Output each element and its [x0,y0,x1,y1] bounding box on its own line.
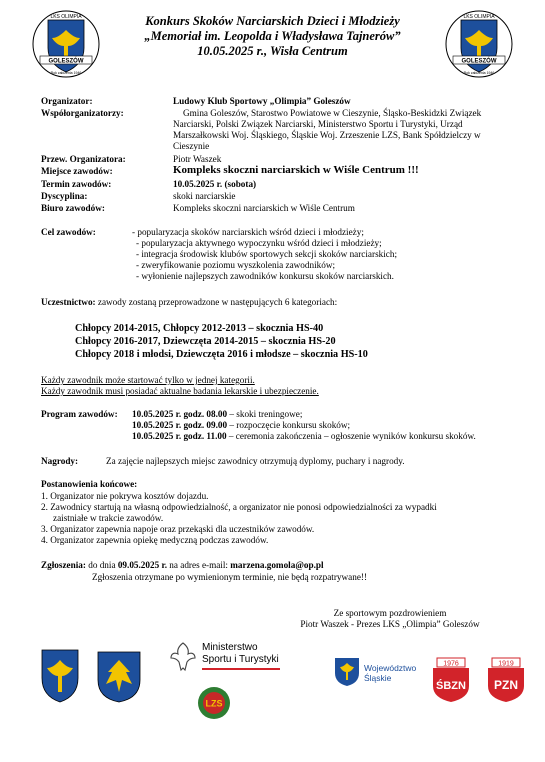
final-list [41,491,511,546]
coorganizers-line: Cieszynie [173,141,210,151]
notice-one-category: Każdy zawodnik może startować tylko w jednej kategorii. [41,375,255,385]
program-item [132,431,532,442]
olimpia-logo-right [443,8,515,80]
title-line-2: „Memoriał im. Leopolda i Władysława Tajnerów” [144,29,401,43]
logo-band-text: GOLESZÓW [48,58,84,65]
applications-label: Zgłoszenia: [41,560,86,570]
ministry-line-2: Sportu i Turystyki [202,654,279,665]
applications-email[interactable]: marzena.gomola@op.pl [230,560,324,570]
sbzn-year: 1976 [443,660,459,668]
silesia-line-2: Śląskie [364,673,392,683]
goals-label: Cel zawodów: [41,227,96,237]
venue-label: Miejsce zawodów: [41,166,113,176]
participants-label: Uczestnictwo: [41,297,96,307]
coorganizers-value [173,108,518,152]
goal-item: - popularyzacja skoków narciarskich wśród dzieci i młodzieży; [132,227,364,237]
cieszyn-county-coat-of-arms [96,650,142,704]
goal-item: - integracja środowisk klubów sportowych sekcji skoków narciarskich; [136,249,398,259]
goal-item: - popularyzacja aktywnego wypoczynku wśród dzieci i młodzieży; [136,238,382,248]
ministry-of-sport-logo [168,640,288,684]
logo-top-text: LKS OLIMPIA [50,14,82,20]
venue-value: Kompleks skoczni narciarskich w Wiśle Centrum !!! [173,164,419,176]
applications-text: na adres e-mail: [167,560,231,570]
applications-deadline: 09.05.2025 r. [117,560,167,570]
category-3-label: Chłopcy 2018 i młodsi, Dziewczęta 2016 i młodsze [75,349,291,360]
final-label: Postanowienia końcowe: [41,479,138,489]
lzs-text: LZS [205,698,223,709]
category-3-hill: – skocznia HS-10 [290,349,368,360]
title-line-1: Konkurs Skoków Narciarskich Dzieci i Młodzieży [145,14,400,28]
category-1 [75,323,323,335]
final-item: 3. Organizator zapewnia napoje oraz przekąski dla uczestników zawodów. [41,524,315,534]
closing-greeting: Ze sportowym pozdrowieniem [333,608,447,618]
coorganizers-label: Współorganizatorzy: [41,108,124,118]
silesian-voivodeship-logo [334,655,424,695]
sbzn-text: ŚBZN [436,680,466,692]
silesia-line-1: Województwo [364,663,417,673]
office-value: Kompleks skoczni narciarskich w Wiśle Centrum [173,203,355,213]
final-item-cont: zaistniałe w trakcie zawodów. [53,513,164,523]
notice-medical: Każdy zawodnik musi posiadać aktualne badania lekarskie i ubezpieczenie. [41,386,319,396]
organizer-label: Organizator: [41,96,93,106]
participants-text: zawody zostaną przeprowadzone w następujących 6 kategoriach: [97,297,338,307]
program-desc: – rozpoczęcie konkursu skoków; [227,420,351,430]
goals-list [132,227,512,282]
awards-text: Za zajęcie najlepszych miejsc zawodnicy otrzymują dyplomy, puchary i nagrody. [106,456,405,466]
ministry-line-1: Ministerstwo [202,642,258,653]
coorganizers-line: Gmina Goleszów, Starostwo Powiatowe w Cieszynie, Śląsko-Beskidzki Związek [183,108,482,118]
goal-item: - zweryfikowanie poziomu wyszkolenia zawodników; [136,260,336,270]
discipline-value: skoki narciarskie [173,191,236,201]
category-2-label: Chłopcy 2016-2017, Dziewczęta 2014-2015 [75,336,259,347]
program-time: 10.05.2025 r. godz. 09.00 [132,420,228,430]
program-item [132,409,532,420]
program-desc: – skoki treningowe; [227,409,303,419]
program-time: 10.05.2025 r. godz. 08.00 [132,409,228,419]
pzn-logo [486,656,526,704]
awards-label: Nagrody: [41,456,79,466]
title-line-3: 10.05.2025 r., Wisła Centrum [197,44,348,58]
program-list [132,409,532,442]
olimpia-logo-left [30,8,102,80]
category-1-label: Chłopcy 2014-2015, Chłopcy 2012-2013 [75,323,246,334]
program-label: Program zawodów: [41,409,118,419]
closing-signature: Piotr Waszek - Prezes LKS „Olimpia” Goleszów [300,619,480,629]
program-desc: – ceremonia zakończenia – ogłoszenie wyników konkursu skoków. [226,431,476,441]
logo-small-text: Rok założenia 1946 [463,71,495,75]
chair-value: Piotr Waszek [173,154,222,164]
participants-line [41,297,337,308]
pzn-text: PZN [494,678,518,692]
lzs-logo [197,686,231,720]
category-2 [75,336,336,348]
date-label: Termin zawodów: [41,179,112,189]
discipline-label: Dyscyplina: [41,191,88,201]
logo-top-text: LKS OLIMPIA [463,14,495,20]
category-3 [75,349,368,361]
program-item [132,420,532,431]
goleszow-coat-of-arms [40,648,80,704]
applications-note: Zgłoszenia otrzymane po wymienionym terminie, nie będą rozpatrywane!! [92,572,368,582]
final-item: 1. Organizator nie pokrywa kosztów dojazdu. [41,491,209,501]
program-time: 10.05.2025 r. godz. 11.00 [132,431,227,441]
organizer-value: Ludowy Klub Sportowy „Olimpia” Goleszów [173,96,351,106]
goal-item: - wyłonienie najlepszych zawodników konkursu skoków narciarskich. [136,271,394,281]
sbzn-logo [431,656,471,704]
applications-line [41,560,324,571]
logo-small-text: Rok założenia 1946 [50,71,82,75]
logo-band-text: GOLESZÓW [461,58,497,65]
category-1-hill: – skocznia HS-40 [245,323,324,334]
coorganizers-line: Marszałkowski Woj. Śląskiego, Śląskie Woj. Zrzeszenie LZS, Bank Spółdzielczy w [173,130,481,140]
final-item: 2. Zawodnicy startują na własną odpowiedzialność, a organizator nie ponosi odpowiedzialności za wypadki [41,502,437,512]
pzn-year: 1919 [498,660,514,668]
date-value: 10.05.2025 r. (sobota) [173,179,257,189]
chair-label: Przew. Organizatora: [41,154,126,164]
final-item: 4. Organizator zapewnia opiekę medyczną podczas zawodów. [41,535,269,545]
category-2-hill: – skocznia HS-20 [258,336,336,347]
ministry-red-bar [202,668,280,670]
coorganizers-line: Narciarski, Polski Związek Narciarski, Ministerstwo Sportu i Turystyki, Urząd [173,119,463,129]
applications-text: do dnia [85,560,118,570]
office-label: Biuro zawodów: [41,203,105,213]
